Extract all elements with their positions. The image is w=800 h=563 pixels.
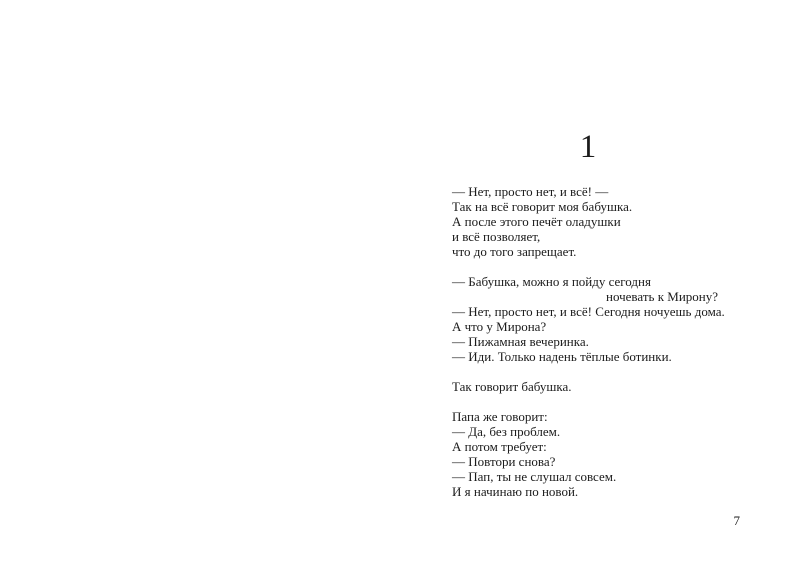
- poem-line: — Нет, просто нет, и всё! Сегодня ночуешь дома.: [452, 304, 725, 319]
- poem-line: — Повтори снова?: [452, 454, 556, 469]
- poem-line: А что у Мирона?: [452, 319, 547, 334]
- stanza: [452, 379, 724, 394]
- poem-line: — Бабушка, можно я пойду сегодня: [452, 274, 651, 289]
- poem-text: [452, 184, 724, 499]
- poem-line: Так говорит бабушка.: [452, 379, 572, 394]
- poem-line: И я начинаю по новой.: [452, 484, 579, 499]
- chapter-number: 1: [579, 129, 597, 165]
- poem-line: ночевать к Мирону?: [606, 289, 718, 304]
- poem-line: что до того запрещает.: [452, 244, 577, 259]
- stanza: [452, 409, 724, 499]
- stanza: [452, 184, 724, 259]
- page-number: 7: [733, 513, 740, 528]
- poem-line: Папа же говорит:: [452, 409, 548, 424]
- poem-line: — Иди. Только надень тёплые ботинки.: [452, 349, 672, 364]
- poem-line: и всё позволяет,: [452, 229, 541, 244]
- poem-line: А потом требует:: [452, 439, 547, 454]
- poem-line: — Пижамная вечеринка.: [452, 334, 589, 349]
- stanza: [452, 274, 724, 364]
- poem-line: А после этого печёт оладушки: [452, 214, 621, 229]
- poem-line: — Нет, просто нет, и всё! —: [452, 184, 609, 199]
- poem-line: Так на всё говорит моя бабушка.: [452, 199, 633, 214]
- poem-line: — Да, без проблем.: [452, 424, 561, 439]
- poem-line: — Пап, ты не слушал совсем.: [452, 469, 617, 484]
